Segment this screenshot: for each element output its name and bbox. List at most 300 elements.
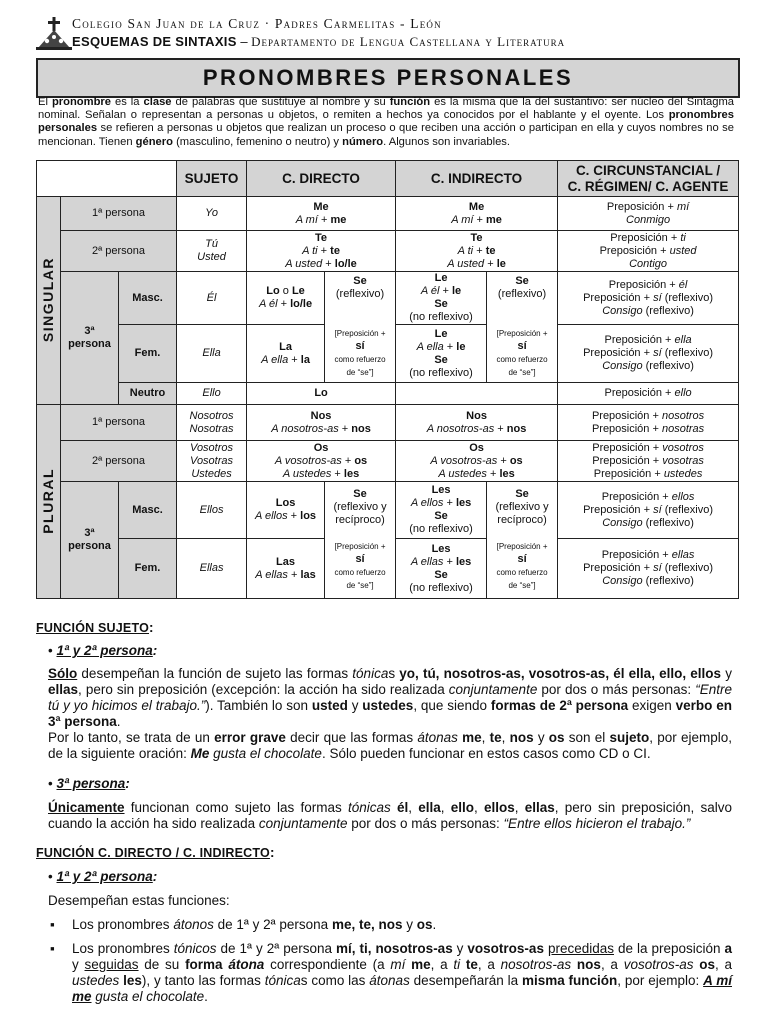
cell <box>177 539 247 599</box>
para-text: y <box>721 666 732 681</box>
cell-text: os <box>354 454 368 467</box>
para-text: s como las <box>300 973 370 988</box>
para-text: ), y tanto las formas <box>141 973 265 988</box>
cell-text: Preposición + <box>593 467 661 480</box>
cell-text: A él <box>420 285 440 297</box>
cell <box>247 539 325 599</box>
para-bold: ellas <box>48 682 79 697</box>
para-bold: ellas <box>524 800 555 815</box>
para-text: , por ejemplo, de la siguiente oración: <box>48 730 732 761</box>
row-label-neutro: Neutro <box>119 383 177 405</box>
cell-text: le <box>456 340 466 353</box>
cell-text: Preposición + <box>583 562 651 574</box>
para-bold: verbo en 3ª persona <box>48 698 732 729</box>
plural-text: PLURAL <box>40 467 56 534</box>
cell-text: Nosotros <box>189 409 234 422</box>
cell-text: nos <box>351 422 371 435</box>
cell-text: + <box>442 285 449 297</box>
cell-text: (reflexivo) <box>664 503 714 516</box>
para-bold: él <box>390 800 409 815</box>
para-bold: ellos <box>483 800 515 815</box>
cell-text: A ellos <box>410 497 444 509</box>
para-bold: forma <box>185 957 229 972</box>
cell-text: Preposición + <box>592 454 660 467</box>
cell-text: A ti <box>302 244 318 257</box>
cell-text: ellas <box>671 549 695 561</box>
department-name: Departamento de Lengua Castellana y Literatura <box>251 34 566 49</box>
cell-text: o <box>282 285 289 297</box>
cell-text: Les <box>431 542 451 555</box>
para-bold-italic-underline: A mí <box>703 973 732 988</box>
cell-text: (reflexivo) <box>645 304 694 317</box>
cell <box>396 272 487 325</box>
para-bold: os <box>416 917 433 932</box>
cell-text: le <box>452 285 462 297</box>
para-text: s <box>388 666 400 681</box>
cell-text: de “se”] <box>346 581 374 590</box>
para-text: de su <box>138 957 186 972</box>
cell <box>396 231 558 272</box>
table-row <box>37 405 739 441</box>
cell-text: les <box>455 555 472 568</box>
para-bold: ustedes <box>362 698 414 713</box>
cell-text: Te <box>470 231 483 244</box>
cell-text: de “se”] <box>508 581 536 590</box>
cell-text: le <box>496 257 506 270</box>
intro-bold: función <box>389 96 431 108</box>
para-bold: me <box>457 730 482 745</box>
intro-text: (masculino, femenino o neutro) y <box>172 135 343 148</box>
cell-text: [Preposición + <box>334 542 386 551</box>
para-italic: tónica <box>264 973 301 988</box>
para-text: , pero sin preposición, salvo cuando la acción ha sido realizada <box>48 800 732 831</box>
para-text: , que siendo <box>413 698 491 713</box>
cell <box>396 325 487 383</box>
para-bold: nos <box>509 730 534 745</box>
header-ci: C. INDIRECTO <box>396 161 558 197</box>
cell <box>177 197 247 231</box>
cell-text: Conmigo <box>626 213 671 226</box>
cell-text: ustedes <box>663 467 703 480</box>
cell <box>247 383 396 405</box>
para-bold-italic-underline: me <box>72 989 92 1004</box>
bullet-title: 3ª persona <box>56 776 126 791</box>
para-bold: ello <box>450 800 474 815</box>
cell-text: (reflexivo) <box>645 575 694 587</box>
cell-text: (no reflexivo) <box>409 523 473 535</box>
cell <box>325 272 396 383</box>
cell-text: A ellas <box>255 568 288 581</box>
cell-text: A usted <box>285 257 323 270</box>
cell-text: (no reflexivo) <box>409 311 473 323</box>
cell-text: sí <box>355 553 365 565</box>
cell-text: los <box>300 510 317 522</box>
carmelite-shield-logo-icon <box>36 16 72 50</box>
bullet-item <box>36 869 732 885</box>
cell-text: Lo <box>266 285 280 297</box>
para-bold-underline: Únicamente <box>48 800 125 815</box>
para-text: , <box>440 800 451 815</box>
cell-text: Se <box>353 275 367 287</box>
cell-text: A ellas <box>410 555 444 568</box>
intro-text: es la misma que la del sustantivo: ser núcleo del Sintagma nominal. Señalan o representan a personas u objetos, o remiten a hechos ya conocidos por el hablante y el oyente. Los <box>38 96 734 122</box>
cell <box>558 325 739 383</box>
bullet-icon: • <box>48 869 53 884</box>
para-text: , a <box>714 957 732 972</box>
cell-text: + <box>334 467 341 480</box>
cell-text: Se <box>353 488 367 500</box>
cell <box>396 482 487 539</box>
para-text: , <box>474 800 484 815</box>
header-cd: C. DIRECTO <box>247 161 396 197</box>
heading-text: FUNCIÓN SUJETO <box>36 621 149 635</box>
cell <box>558 539 739 599</box>
cell-text: sí <box>653 347 662 359</box>
para-text: correspondiente (a <box>264 957 391 972</box>
singular-label <box>37 197 61 405</box>
cell-text: Vosotras <box>190 454 234 467</box>
cell-text: (reflexivo) <box>497 288 547 300</box>
series-title: ESQUEMAS DE SINTAXIS <box>72 34 237 49</box>
cell-text: Consigo <box>602 575 643 587</box>
cell-text: [Preposición + <box>334 329 386 338</box>
cell <box>558 441 739 482</box>
header-dash: – <box>240 34 248 49</box>
para-text: , <box>501 730 510 745</box>
cell-text: (reflexivo y <box>495 501 549 513</box>
cell-text: Os <box>313 441 329 454</box>
cell-text: (reflexivo) <box>645 360 694 372</box>
cell-text: Consigo <box>602 516 643 529</box>
cell-text: Contigo <box>629 257 668 270</box>
para-text: . Sólo pueden funcionar en estos casos como CD o CI. <box>321 746 651 761</box>
cell-text: 3ª <box>84 527 95 539</box>
cell-text: Preposición + <box>608 278 676 291</box>
cell <box>177 383 247 405</box>
square-list-item <box>36 941 732 1005</box>
cell-text: Preposición + <box>599 244 667 257</box>
cell-text: él <box>678 278 688 291</box>
cell-text: como refuerzo <box>334 355 386 364</box>
para-text: son el <box>564 730 610 745</box>
table-row <box>37 231 739 272</box>
section-heading-cdci <box>36 845 732 861</box>
cell-text: vosotras <box>662 454 704 467</box>
cell <box>558 405 739 441</box>
cell-text: Preposición + <box>591 422 659 435</box>
cell-text: 3ª <box>84 325 95 337</box>
row-label-1p-sing: 1ª persona <box>61 197 177 231</box>
para-text: , a <box>430 957 454 972</box>
para-bold: me, te, nos <box>331 917 403 932</box>
paragraph <box>36 800 732 832</box>
cell-text: A nosotros-as <box>271 422 339 435</box>
cell <box>177 272 247 325</box>
cell-text: Le <box>434 327 448 340</box>
header-cc-line2: C. RÉGIMEN/ C. AGENTE <box>567 178 729 194</box>
cell-text: Os <box>469 441 484 454</box>
cell-text: Usted <box>197 251 226 263</box>
cell-text: + <box>344 454 352 467</box>
para-bold: vosotros-as <box>467 941 544 956</box>
cell-text: Ellos <box>199 503 224 516</box>
cell-text: Preposición + <box>583 291 651 304</box>
cell-text: A mí <box>451 213 474 226</box>
cell-text: usted <box>669 244 697 257</box>
para-text: de la preposición <box>613 941 725 956</box>
cell-text: Le <box>291 285 305 297</box>
para-text: . <box>116 714 121 729</box>
intro-text: se refieren a personas u objetos que realizan un proceso o que reciben una acción o participan en ella y cuyos nombres no se mencionan. Tienen <box>38 122 734 148</box>
cell-text: A usted <box>447 257 485 270</box>
cell <box>487 482 558 599</box>
para-bold: ella <box>418 800 441 815</box>
cell-text: persona <box>68 338 111 350</box>
cell-text: ella <box>674 334 692 346</box>
para-text: , por ejemplo: <box>617 973 704 988</box>
cell-text: A mí <box>295 213 318 226</box>
para-italic: “Entre tú y yo hicimos el trabajo.” <box>48 682 732 713</box>
cell <box>396 383 558 405</box>
heading-text: FUNCIÓN C. DIRECTO / C. INDIRECTO <box>36 846 270 860</box>
para-text: , <box>514 800 525 815</box>
cell <box>177 441 247 482</box>
cell <box>177 482 247 539</box>
bullet-item <box>36 643 732 659</box>
para-text: , <box>408 800 419 815</box>
cell-text: Se <box>434 353 448 366</box>
para-text: exigen <box>628 698 676 713</box>
bullet-colon: : <box>125 776 130 791</box>
cell-text: de “se”] <box>346 368 374 377</box>
para-italic: nosotros-as <box>500 957 572 972</box>
para-bold: yo, tú, nosotros-as, vosotros-as, él ella, ello, ellos <box>399 666 722 681</box>
intro-text: de palabras que sustituye al nombre y su <box>171 96 390 108</box>
para-text: . <box>204 989 208 1004</box>
cell-text: A vosotros-as <box>430 454 498 467</box>
cell-text: Preposición + <box>601 490 669 503</box>
page-title: PRONOMBRES PERSONALES <box>202 65 574 90</box>
cell-text: (reflexivo) <box>664 291 714 304</box>
cell-text: sí <box>653 503 662 516</box>
paragraph <box>36 730 732 762</box>
para-italic: átonos <box>173 917 214 932</box>
cell-text: como refuerzo <box>496 355 548 364</box>
row-label-masc: Masc. <box>119 272 177 325</box>
cell-text: de “se”] <box>508 368 536 377</box>
cell-text: Preposición + <box>610 231 678 244</box>
cell-text: + <box>446 497 453 509</box>
cell-text: Se <box>434 568 448 581</box>
cell-text: Yo <box>205 207 218 219</box>
cell-text: Ellas <box>199 562 224 574</box>
cell-text: A ella <box>261 353 289 366</box>
para-text: y <box>72 957 85 972</box>
square-list-item <box>36 917 732 933</box>
cell-text: + <box>446 555 453 568</box>
table-row <box>37 383 739 405</box>
cell-text: A ti <box>457 244 474 257</box>
para-text: y <box>533 730 549 745</box>
para-bold: te <box>489 730 502 745</box>
table-row <box>37 482 739 539</box>
cell-text: [Preposición + <box>496 542 548 551</box>
cell <box>396 441 558 482</box>
cell-text: las <box>300 568 316 581</box>
intro-bold: clase <box>143 96 172 108</box>
square-bullet-icon: ▪ <box>50 941 55 956</box>
cell-text: A ella <box>416 340 444 353</box>
cell-text: A ustedes <box>282 467 332 480</box>
para-bold: me <box>405 957 431 972</box>
cell-text: (reflexivo) <box>645 516 694 529</box>
cell <box>558 197 739 231</box>
para-bold: usted <box>311 698 348 713</box>
cell-text: Les <box>431 484 451 496</box>
para-text: , <box>481 730 490 745</box>
cell-text: te <box>485 244 496 257</box>
row-label-fem: Fem. <box>119 539 177 599</box>
cell-text: sí <box>355 340 365 352</box>
cell-text: Se <box>515 275 529 287</box>
para-italic: gusta el chocolate <box>209 746 322 761</box>
cell-text: (reflexivo) <box>335 288 385 300</box>
para-bold-italic: átona <box>228 957 265 972</box>
para-bold: error grave <box>214 730 286 745</box>
row-label-2p-sing: 2ª persona <box>61 231 177 272</box>
cell-text: Nos <box>466 409 487 422</box>
cell <box>247 272 325 325</box>
row-label-fem: Fem. <box>119 325 177 383</box>
heading-colon: : <box>149 620 154 635</box>
intro-bold: pronombre <box>51 96 111 108</box>
cell <box>247 231 396 272</box>
cell <box>396 539 487 599</box>
para-italic: tónica <box>352 666 389 681</box>
cell-text: nos <box>506 422 527 435</box>
bullet-icon: • <box>48 643 53 658</box>
intro-bold: número <box>342 135 384 148</box>
cell <box>558 482 739 539</box>
cell <box>177 325 247 383</box>
intro-bold: género <box>135 135 173 148</box>
cell-text: Las <box>276 555 296 568</box>
para-italic: “Entre ellos hicieron el trabajo.” <box>503 816 691 831</box>
header-cc <box>558 161 739 197</box>
cell <box>558 272 739 325</box>
para-text: Por lo tanto, se trata de un <box>48 730 215 745</box>
cell-text: Consigo <box>602 304 643 317</box>
cell-text: me <box>330 213 347 226</box>
cell-text: te <box>330 244 340 257</box>
cell-text: ti <box>680 231 686 244</box>
para-text: por dos o más personas: <box>347 816 504 831</box>
cell-text: Me <box>313 200 329 213</box>
row-label-masc: Masc. <box>119 482 177 539</box>
cell-text: lo/le <box>334 257 357 270</box>
cell-text: + <box>489 467 497 480</box>
para-text: y <box>347 698 363 713</box>
cell-text: + <box>497 422 504 435</box>
cell-text: les <box>455 497 472 509</box>
cell-text: (reflexivo y <box>333 501 387 513</box>
cell-text: A ellos <box>254 510 288 522</box>
para-italic: tónicos <box>173 941 217 956</box>
table-row <box>37 272 739 325</box>
explanation-body <box>36 620 732 1005</box>
cell <box>247 405 396 441</box>
para-text: por dos o más personas: <box>537 682 696 697</box>
bullet-icon: • <box>48 776 53 791</box>
cell-text: A ustedes <box>438 467 487 480</box>
singular-text: SINGULAR <box>40 256 56 343</box>
intro-text: . Algunos son invariables. <box>383 135 511 148</box>
paragraph: Desempeñan estas funciones: <box>48 893 230 908</box>
cell-text: ellos <box>671 490 695 503</box>
cell-text: mí <box>676 200 690 213</box>
cell-text: sí <box>653 562 662 574</box>
para-text: y <box>452 941 468 956</box>
cell-text: Se <box>434 510 448 522</box>
cell-text: recíproco) <box>497 514 547 526</box>
cell-text: Nosotras <box>189 422 234 435</box>
row-label-3p-sing <box>61 272 119 405</box>
cell <box>396 197 558 231</box>
para-italic: conjuntamente <box>448 682 538 697</box>
cell <box>177 231 247 272</box>
cell-text: + <box>320 213 328 226</box>
cell-text: + <box>280 298 288 310</box>
para-italic: tónicas <box>347 800 391 815</box>
para-text: Los pronombres <box>72 917 174 932</box>
table-header-row <box>37 161 739 197</box>
para-text: . <box>432 917 437 932</box>
cell-text: persona <box>68 540 111 552</box>
para-underline: seguidas <box>84 957 139 972</box>
para-text: funcionan como sujeto las formas <box>124 800 348 815</box>
paragraph <box>36 666 732 730</box>
cell-text: sí <box>517 553 527 565</box>
cell-text: Preposición + <box>592 441 660 454</box>
para-text: desempeñarán la <box>409 973 522 988</box>
cell-text: Te <box>315 231 328 244</box>
intro-paragraph <box>36 96 736 149</box>
cell-text: Preposición + <box>591 409 659 422</box>
cell <box>247 482 325 539</box>
cell-text: Preposición + <box>604 387 672 399</box>
para-bold: sujeto <box>609 730 650 745</box>
para-bold: misma función <box>521 973 618 988</box>
cell-text: (no reflexivo) <box>409 581 473 594</box>
cell <box>325 482 396 599</box>
header-sujeto: SUJETO <box>177 161 247 197</box>
para-bold: a <box>724 941 732 956</box>
cell-text: Le <box>434 272 448 284</box>
cell-text: Él <box>206 291 217 304</box>
cell-text: os <box>509 454 523 467</box>
cell-text: (no reflexivo) <box>409 366 473 379</box>
row-label-2p-plur: 2ª persona <box>61 441 177 482</box>
cell-text: como refuerzo <box>334 568 386 577</box>
intro-text: es la <box>111 96 144 108</box>
pronouns-table <box>36 160 739 599</box>
para-bold: os <box>548 730 565 745</box>
para-text: , a <box>477 957 501 972</box>
cell-text: recíproco) <box>335 514 385 526</box>
series-line <box>72 34 565 50</box>
para-italic: vosotros-as <box>623 957 694 972</box>
cell-text: + <box>476 244 483 257</box>
